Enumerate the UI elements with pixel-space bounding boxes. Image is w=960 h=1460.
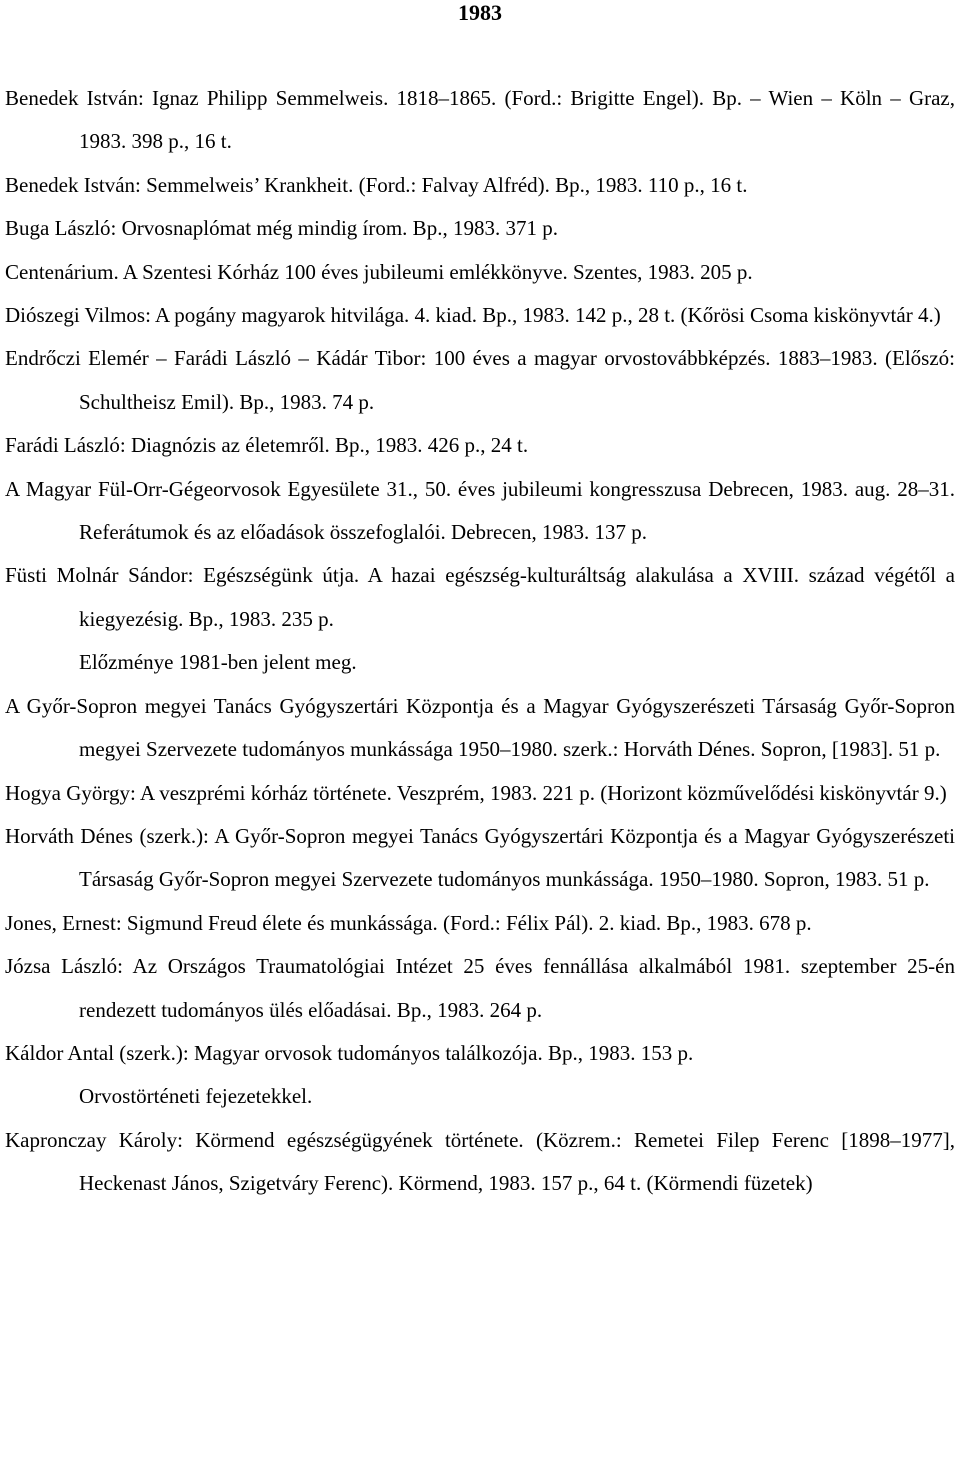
- entry-text: Endrőczi Elemér – Farádi László – Kádár Tibor: 100 éves a magyar orvostovábbképzés. 1883–1983. (Előszó: Schultheisz Emil). Bp., 1983. 74 p.: [5, 346, 955, 414]
- bibliography-entry: [5, 685, 955, 772]
- entry-text: Benedek István: Ignaz Philipp Semmelweis. 1818–1865. (Ford.: Brigitte Engel). Bp. – Wien – Köln – Graz, 1983. 398 p., 16 t.: [5, 86, 955, 154]
- bibliography-entry: [5, 294, 955, 337]
- entry-text: A Magyar Fül-Orr-Gégeorvosok Egyesülete 31., 50. éves jubileumi kongresszusa Debrecen, 1983. aug. 28–31. Referátumok és az előadások összefoglalói. Debrecen, 1983. 137 p.: [5, 476, 955, 545]
- entry-text: Józsa László: Az Országos Traumatológiai Intézet 25 éves fennállása alkalmából 1981. szeptember 25-én rendezett tudományos ülés előadásai. Bp., 1983. 264 p.: [5, 954, 955, 1022]
- entry-text: Buga László: Orvosnaplómat még mindig írom. Bp., 1983. 371 p.: [5, 216, 558, 241]
- entry-text: Benedek István: Semmelweis’ Krankheit. (Ford.: Falvay Alfréd). Bp., 1983. 110 p., 16 t.: [5, 172, 748, 197]
- bibliography-entry: [5, 1119, 955, 1206]
- entry-text: Füsti Molnár Sándor: Egészségünk útja. A hazai egészség-kulturáltság alakulása a XVIII. század végétől a kiegyezésig. Bp., 1983. 235 p.: [5, 563, 955, 631]
- entry-text: Farádi László: Diagnózis az életemről. Bp., 1983. 426 p., 24 t.: [5, 433, 529, 458]
- bibliography-entry: [5, 468, 955, 555]
- bibliography-entry: [5, 945, 955, 1032]
- entry-text: Centenárium. A Szentesi Kórház 100 éves jubileumi emlékkönyve. Szentes, 1983. 205 p.: [5, 259, 753, 284]
- entry-note: Orvostörténeti fejezetekkel.: [79, 1084, 313, 1109]
- entry-note: Előzménye 1981-ben jelent meg.: [79, 650, 357, 675]
- bibliography-entry: [5, 77, 955, 164]
- entry-text: Jones, Ernest: Sigmund Freud élete és munkássága. (Ford.: Félix Pál). 2. kiad. Bp., 1983. 678 p.: [5, 910, 812, 935]
- entry-text: Horváth Dénes (szerk.): A Győr-Sopron megyei Tanács Gyógyszertári Központja és a Magyar Gyógyszerészeti Társaság Győr-Sopron megyei Szervezete tudományos munkássága. 1950–1980. Sopron, 1983. 51 p.: [5, 823, 955, 892]
- bibliography-list: [5, 77, 955, 1206]
- entry-text: Diószegi Vilmos: A pogány magyarok hitvilága. 4. kiad. Bp., 1983. 142 p., 28 t. (Kőrösi Csoma kiskönyvtár 4.): [5, 303, 941, 328]
- bibliography-entry: [5, 902, 955, 945]
- bibliography-entry: [5, 554, 955, 684]
- entry-text: Hogya György: A veszprémi kórház története. Veszprém, 1983. 221 p. (Horizont közművelődési kiskönyvtár 9.): [5, 780, 947, 805]
- bibliography-entry: [5, 251, 955, 294]
- bibliography-entry: [5, 337, 955, 424]
- entry-text: Kapronczay Károly: Körmend egészségügyének története. (Közrem.: Remetei Filep Ferenc [1898–1977], Heckenast János, Szigetváry Ferenc). Körmend, 1983. 157 p., 64 t. (Körmendi füzetek): [5, 1127, 955, 1196]
- entry-text: A Győr-Sopron megyei Tanács Gyógyszertári Központja és a Magyar Gyógyszerészeti Társaság Győr-Sopron megyei Szervezete tudományos munkássága 1950–1980. szerk.: Horváth Dénes. Sopron, [1983]. 51 p.: [5, 693, 955, 762]
- bibliography-entry: [5, 1032, 955, 1119]
- year-heading: 1983: [458, 0, 502, 25]
- bibliography-entry: [5, 815, 955, 902]
- bibliography-entry: [5, 207, 955, 250]
- bibliography-entry: [5, 164, 955, 207]
- bibliography-entry: [5, 772, 955, 815]
- entry-text: Káldor Antal (szerk.): Magyar orvosok tudományos találkozója. Bp., 1983. 153 p.: [5, 1040, 694, 1065]
- bibliography-entry: [5, 424, 955, 467]
